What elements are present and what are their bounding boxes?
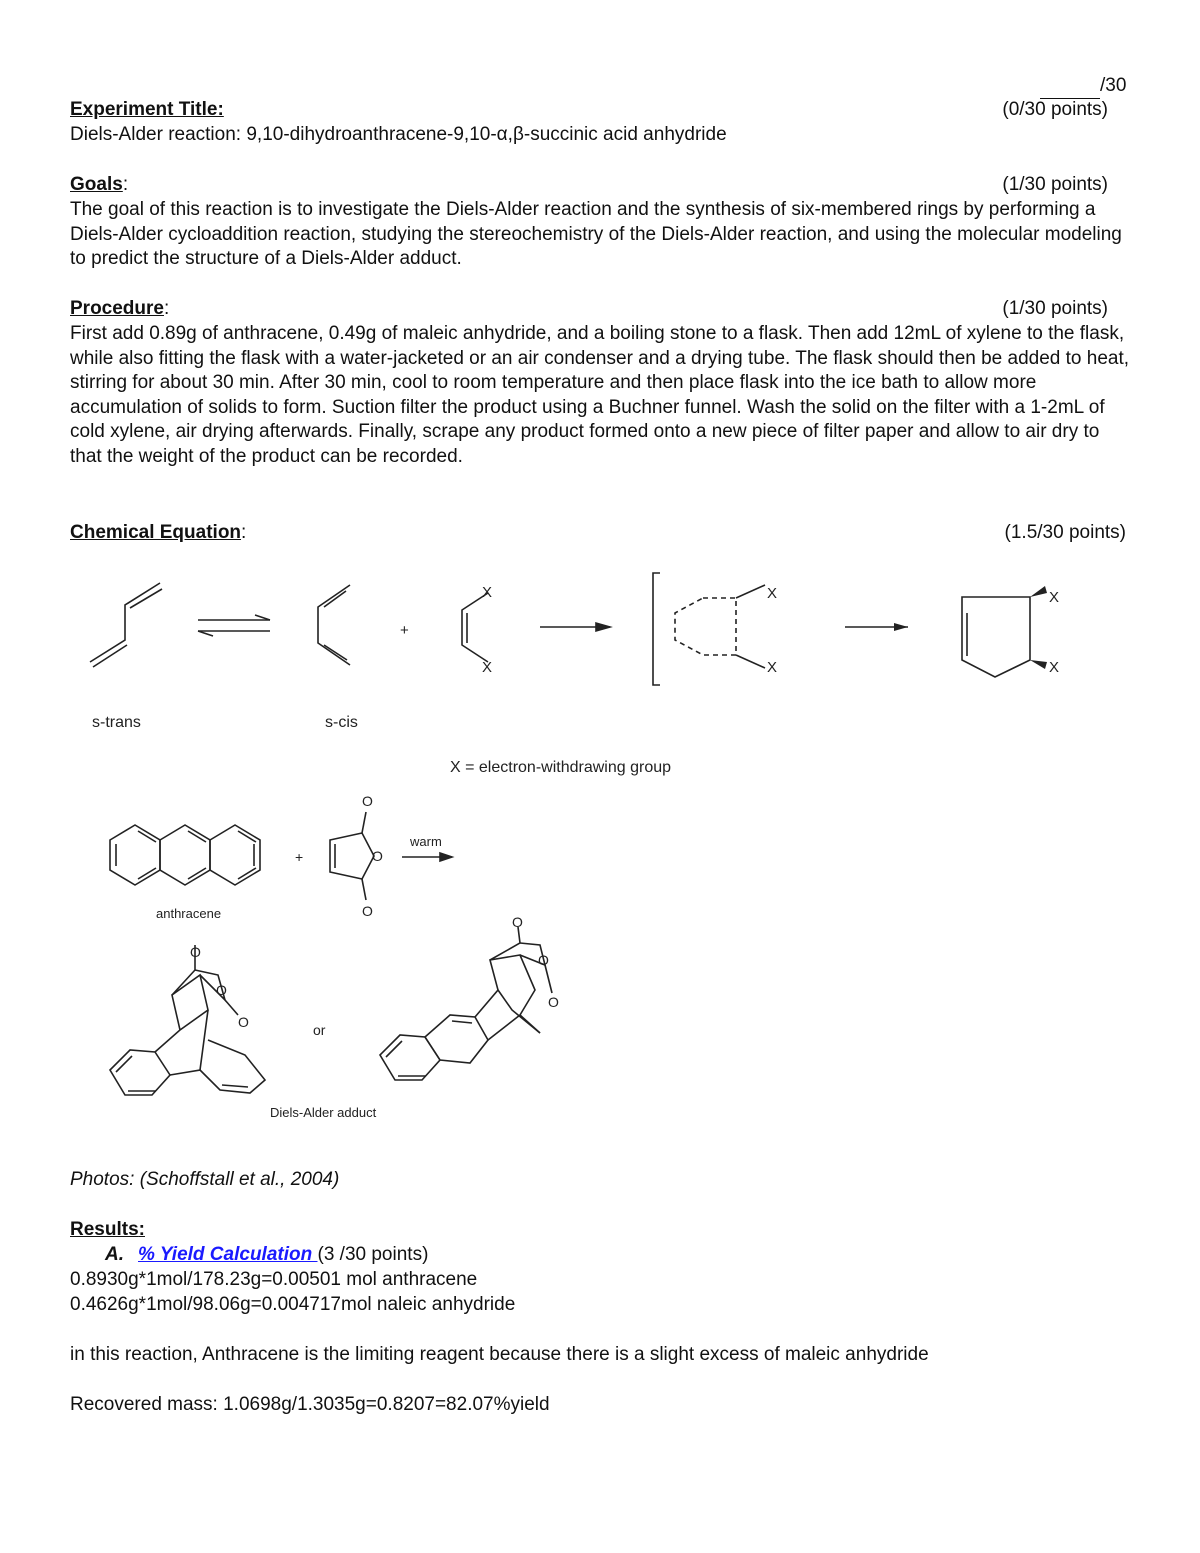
yield-calculation-link[interactable]: % Yield Calculation bbox=[138, 1244, 318, 1265]
experiment-title-points: (0/30 points) bbox=[1002, 99, 1108, 120]
score-total-text: /30 bbox=[1100, 75, 1127, 96]
warm-label: warm bbox=[410, 834, 442, 849]
transition-state-bracket-left bbox=[653, 573, 660, 685]
s-trans-label: s-trans bbox=[92, 714, 141, 731]
goals-heading: Goals bbox=[70, 174, 123, 195]
score-blank bbox=[1040, 78, 1100, 99]
goals-colon: : bbox=[122, 174, 129, 195]
calc-line-anthracene: 0.8930g*1mol/178.23g=0.00501 mol anthracene bbox=[70, 1269, 478, 1290]
total-score bbox=[1040, 74, 1126, 99]
yield-calculation-item bbox=[105, 1243, 428, 1268]
limiting-reagent-text: in this reaction, Anthracene is the limiting reagent because there is a slight excess of maleic anhydride bbox=[70, 1344, 929, 1365]
results-row bbox=[70, 1218, 1130, 1243]
anthracene-label: anthracene bbox=[156, 906, 222, 921]
goals-points: (1/30 points) bbox=[1002, 174, 1108, 195]
results-colon: : bbox=[138, 1219, 145, 1240]
product-x-bottom: X bbox=[1049, 659, 1060, 676]
goals-row bbox=[70, 173, 1130, 198]
s-cis-diene bbox=[318, 585, 350, 665]
procedure-text: First add 0.89g of anthracene, 0.49g of maleic anhydride, and a boiling stone to a flask. Then add 12mL of xylene to the flask, while also fitting the flask with a water-jacketed or an air condenser and a drying tube. The flask should then be added to heat, stirring for about 30 min. After 30 min, cool to room temperature and then place flask into the ice bath to allow more accumulation of solids to form. Suction filter the product using a Buchner funnel. Wash the solid on the filter with a 1-2mL of cold xylene, air drying afterwards. Finally, scrape any product formed onto a new piece of filter paper and allow to air dry to that the weight of the product can be recorded. bbox=[70, 323, 1130, 467]
calc-line-maleic: 0.4626g*1mol/98.06g=0.004717mol naleic anhydride bbox=[70, 1294, 516, 1315]
cyclohexene-product bbox=[845, 580, 1075, 690]
maleic-o-top: O bbox=[362, 793, 373, 809]
adduct-label: Diels-Alder adduct bbox=[270, 1105, 377, 1120]
adduct2-o-ring: O bbox=[538, 952, 549, 968]
dienophile-x-bottom: X bbox=[482, 659, 493, 676]
s-trans-diene bbox=[90, 583, 160, 662]
diels-alder-general-scheme bbox=[70, 565, 790, 785]
chemical-equation-heading: Chemical Equation bbox=[70, 522, 242, 543]
dienophile bbox=[462, 593, 488, 662]
goals-text: The goal of this reaction is to investigate the Diels-Alder reaction and the synthesis of six-membered rings by performing a Diels-Alder cycloaddition reaction, studying the stereochemistry of the Diels-Alder reaction, and using the molecular modeling to predict the structure of a Diels-Alder adduct. bbox=[70, 199, 1122, 270]
yield-calculation-points: (3 /30 points) bbox=[317, 1244, 429, 1265]
adduct2-o-top: O bbox=[512, 915, 523, 930]
procedure-heading: Procedure bbox=[70, 298, 164, 319]
product-x-top: X bbox=[1049, 589, 1060, 606]
maleic-o-ring: O bbox=[372, 848, 383, 864]
experiment-title-text: Diels-Alder reaction: 9,10-dihydroanthracene-9,10-α,β-succinic acid anhydride bbox=[70, 124, 727, 145]
procedure-row bbox=[70, 297, 1130, 322]
or-label: or bbox=[313, 1022, 326, 1038]
diels-alder-adducts bbox=[100, 915, 570, 1125]
s-cis-label: s-cis bbox=[325, 714, 358, 731]
recovered-mass-text: Recovered mass: 1.0698g/1.3035g=0.8207=82.07%yield bbox=[70, 1394, 550, 1415]
adduct1-o-ring: O bbox=[216, 982, 227, 998]
plus-sign: + bbox=[400, 622, 409, 639]
chemical-equation-colon: : bbox=[241, 522, 247, 543]
adduct1-o-top: O bbox=[190, 944, 201, 960]
maleic-o-bottom: O bbox=[362, 903, 373, 919]
item-letter: A. bbox=[105, 1244, 124, 1265]
chemical-equation-points: (1.5/30 points) bbox=[1004, 522, 1126, 543]
x-definition: X = electron-withdrawing group bbox=[450, 759, 672, 776]
photos-credit: Photos: (Schoffstall et al., 2004) bbox=[70, 1169, 340, 1190]
experiment-title-colon: : bbox=[217, 99, 224, 120]
adduct2-o-bottom: O bbox=[548, 994, 559, 1010]
ts-x-top: X bbox=[767, 585, 778, 602]
procedure-points: (1/30 points) bbox=[1002, 298, 1108, 319]
anthracene-maleic-scheme bbox=[100, 790, 470, 930]
experiment-title-heading: Experiment Title bbox=[70, 99, 218, 120]
chemical-equation-row bbox=[70, 521, 1130, 546]
ts-x-bottom: X bbox=[767, 659, 778, 676]
plus-sign-2: + bbox=[295, 849, 304, 865]
dienophile-x-top: X bbox=[482, 584, 493, 601]
experiment-title-row bbox=[70, 98, 1130, 123]
transition-state-ring bbox=[675, 598, 736, 655]
procedure-colon: : bbox=[163, 298, 170, 319]
results-heading: Results bbox=[70, 1219, 139, 1240]
adduct1-o-bottom: O bbox=[238, 1014, 249, 1030]
